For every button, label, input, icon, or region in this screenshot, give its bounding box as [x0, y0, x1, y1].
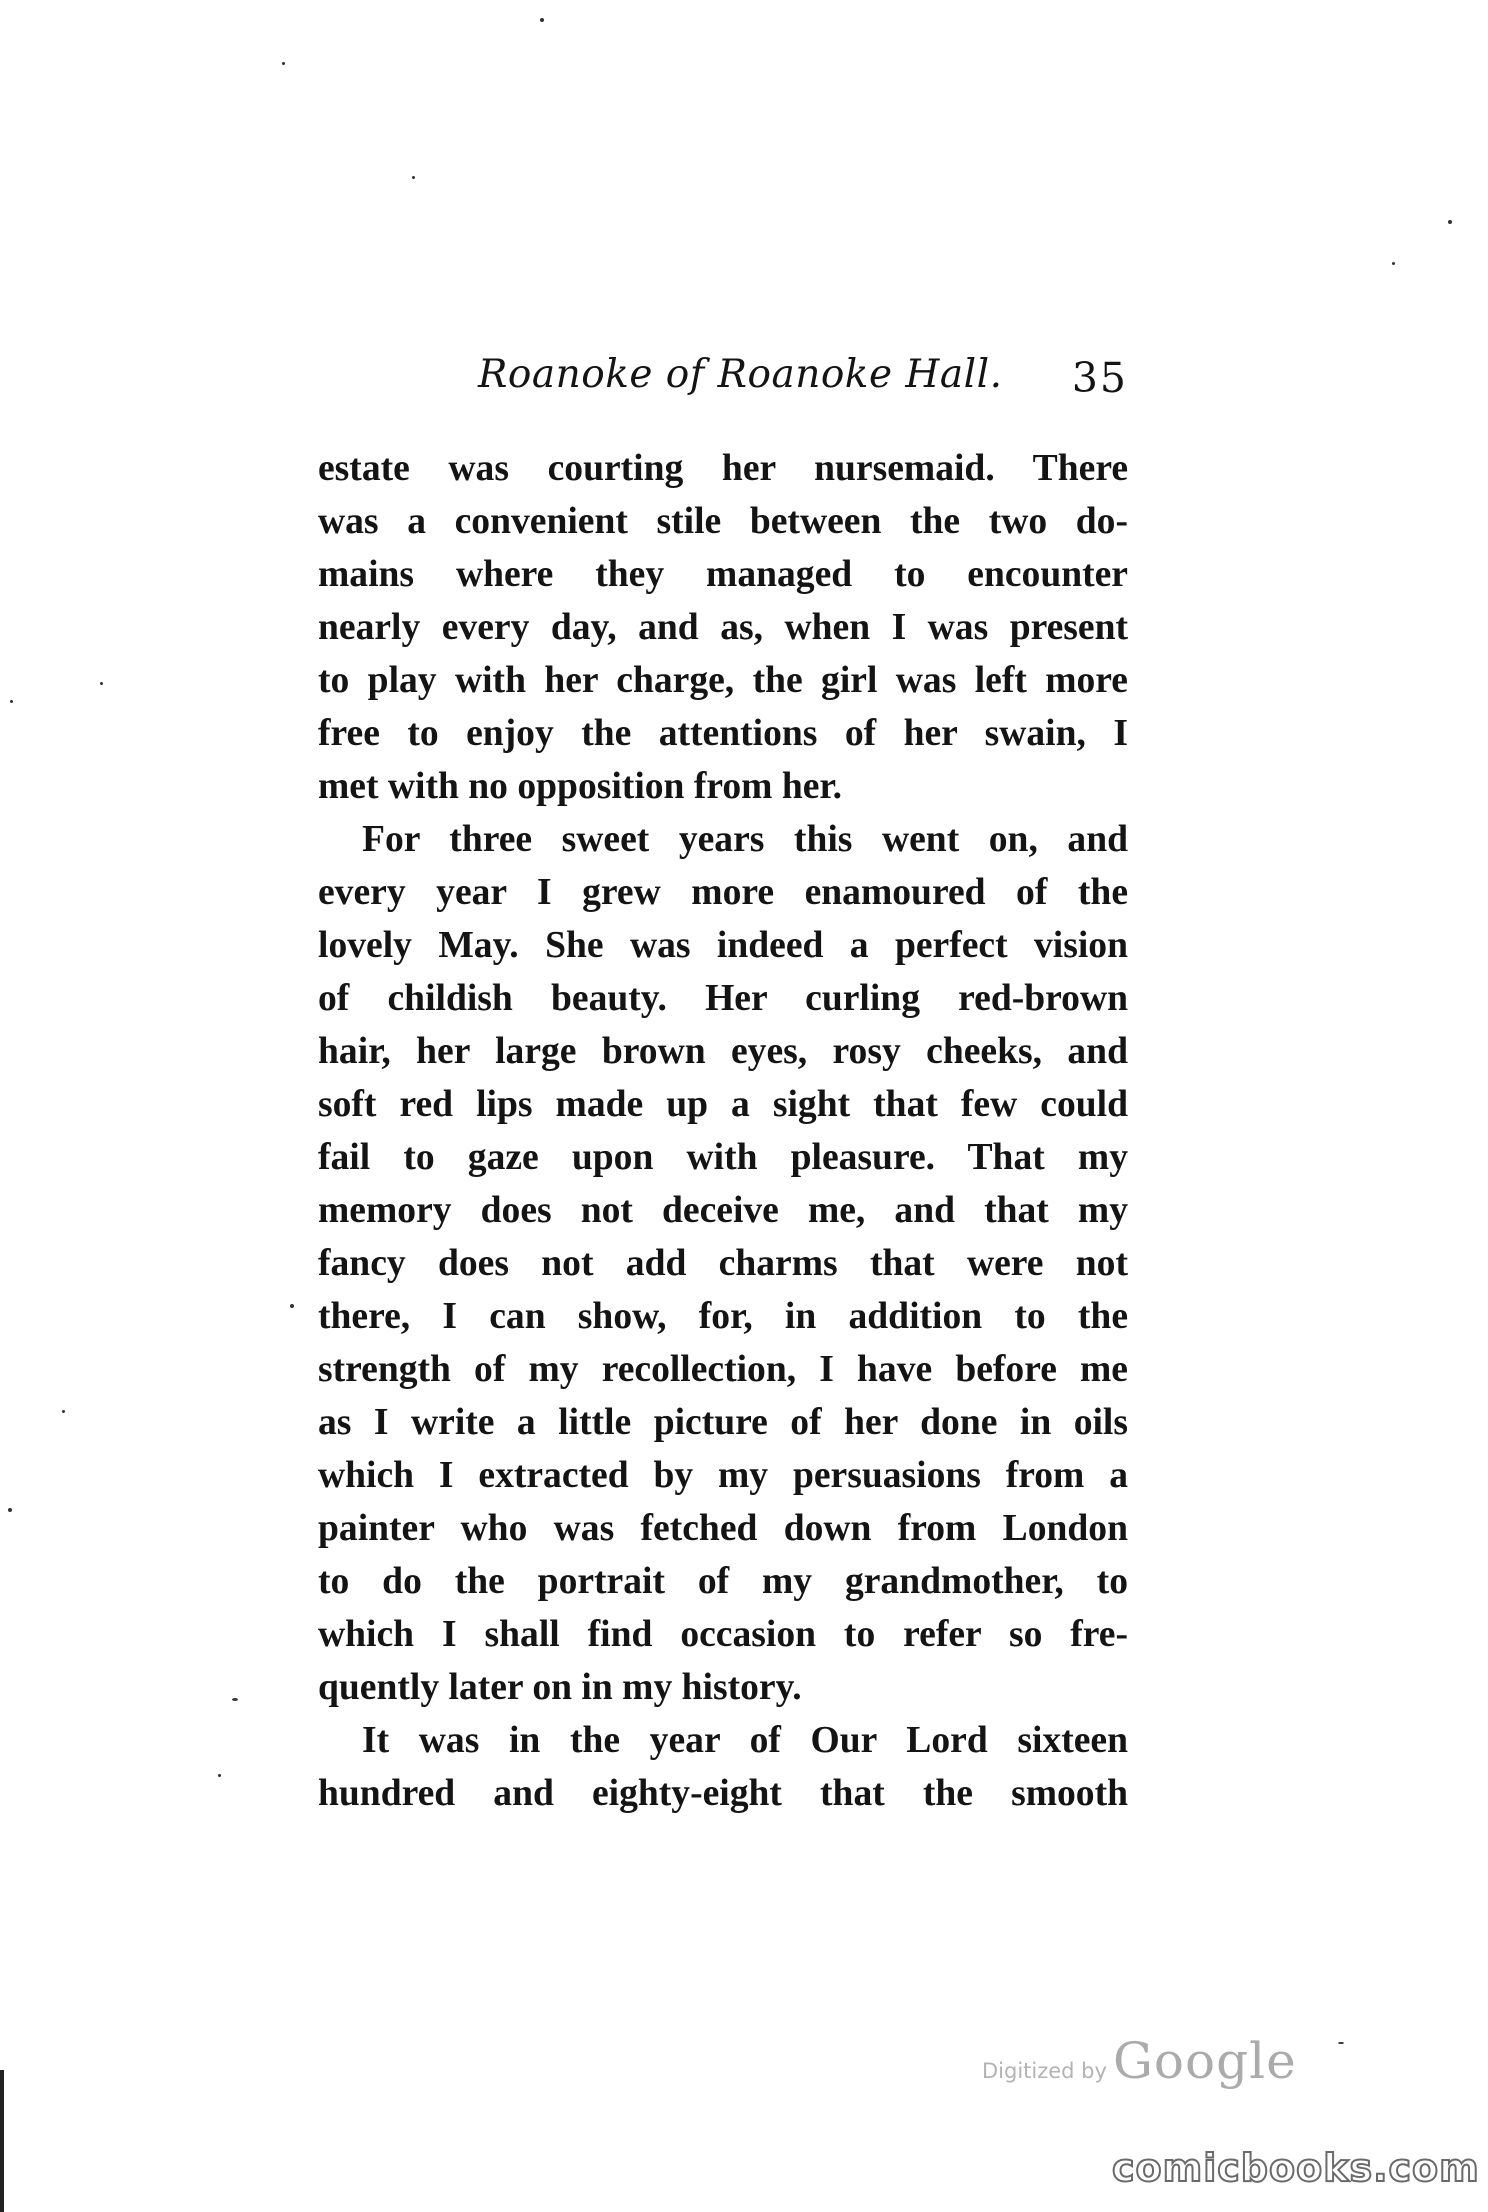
text-line: fail to gaze upon with pleasure. That my [318, 1137, 1128, 1178]
scan-speck [290, 1304, 294, 1308]
scan-speck [10, 700, 13, 703]
scan-speck [1448, 220, 1452, 224]
text-line: was a convenient stile between the two do- [318, 501, 1128, 542]
text-line: mains where they managed to encounter [318, 554, 1128, 595]
page-number: 35 [1071, 354, 1128, 402]
page-edge-mark [0, 2070, 4, 2212]
running-title: Roanoke of Roanoke Hall. [478, 352, 1003, 397]
scan-speck [62, 1410, 65, 1413]
text-line: hundred and eighty-eight that the smooth [318, 1773, 1128, 1814]
text-line: met with no opposition from her. [318, 766, 843, 807]
text-line: lovely May. She was indeed a perfect vision [318, 925, 1128, 966]
scan-speck [412, 176, 415, 179]
text-line: fancy does not add charms that were not [318, 1243, 1128, 1284]
scan-speck [1338, 2042, 1344, 2044]
scan-speck [1392, 262, 1395, 265]
text-line: which I shall find occasion to refer so fre- [318, 1614, 1128, 1655]
text-line: to do the portrait of my grandmother, to [318, 1561, 1128, 1602]
text-line: estate was courting her nursemaid. There [318, 448, 1128, 489]
text-line: of childish beauty. Her curling red-brown [318, 978, 1128, 1019]
scan-speck [540, 18, 544, 22]
text-line: soft red lips made up a sight that few could [318, 1084, 1128, 1125]
scan-speck [232, 1698, 238, 1701]
digitized-by-label: Digitized by [982, 2059, 1107, 2083]
text-line: nearly every day, and as, when I was present [318, 607, 1128, 648]
google-logo: Google [1112, 2032, 1297, 2090]
text-line: memory does not deceive me, and that my [318, 1190, 1128, 1231]
scan-speck [100, 682, 103, 685]
google-digitization-mark [982, 2032, 1297, 2102]
scan-speck [282, 62, 285, 65]
text-line: It was in the year of Our Lord sixteen [362, 1720, 1128, 1761]
site-watermark: comicbooks.com [1112, 2146, 1480, 2190]
text-line: which I extracted by my persuasions from a [318, 1455, 1128, 1496]
scan-speck [8, 1508, 12, 1512]
text-line: painter who was fetched down from London [318, 1508, 1128, 1549]
text-line: free to enjoy the attentions of her swain, I [318, 713, 1128, 754]
text-line: as I write a little picture of her done in oils [318, 1402, 1128, 1443]
text-line: For three sweet years this went on, and [362, 819, 1128, 860]
running-head [318, 352, 1128, 412]
body-text [318, 442, 1128, 1820]
text-line: strength of my recollection, I have before me [318, 1349, 1128, 1390]
text-line: hair, her large brown eyes, rosy cheeks, and [318, 1031, 1128, 1072]
text-line: there, I can show, for, in addition to the [318, 1296, 1128, 1337]
text-line: quently later on in my history. [318, 1667, 802, 1708]
scan-speck [218, 1774, 221, 1777]
text-line: every year I grew more enamoured of the [318, 872, 1128, 913]
text-line: to play with her charge, the girl was left more [318, 660, 1128, 701]
